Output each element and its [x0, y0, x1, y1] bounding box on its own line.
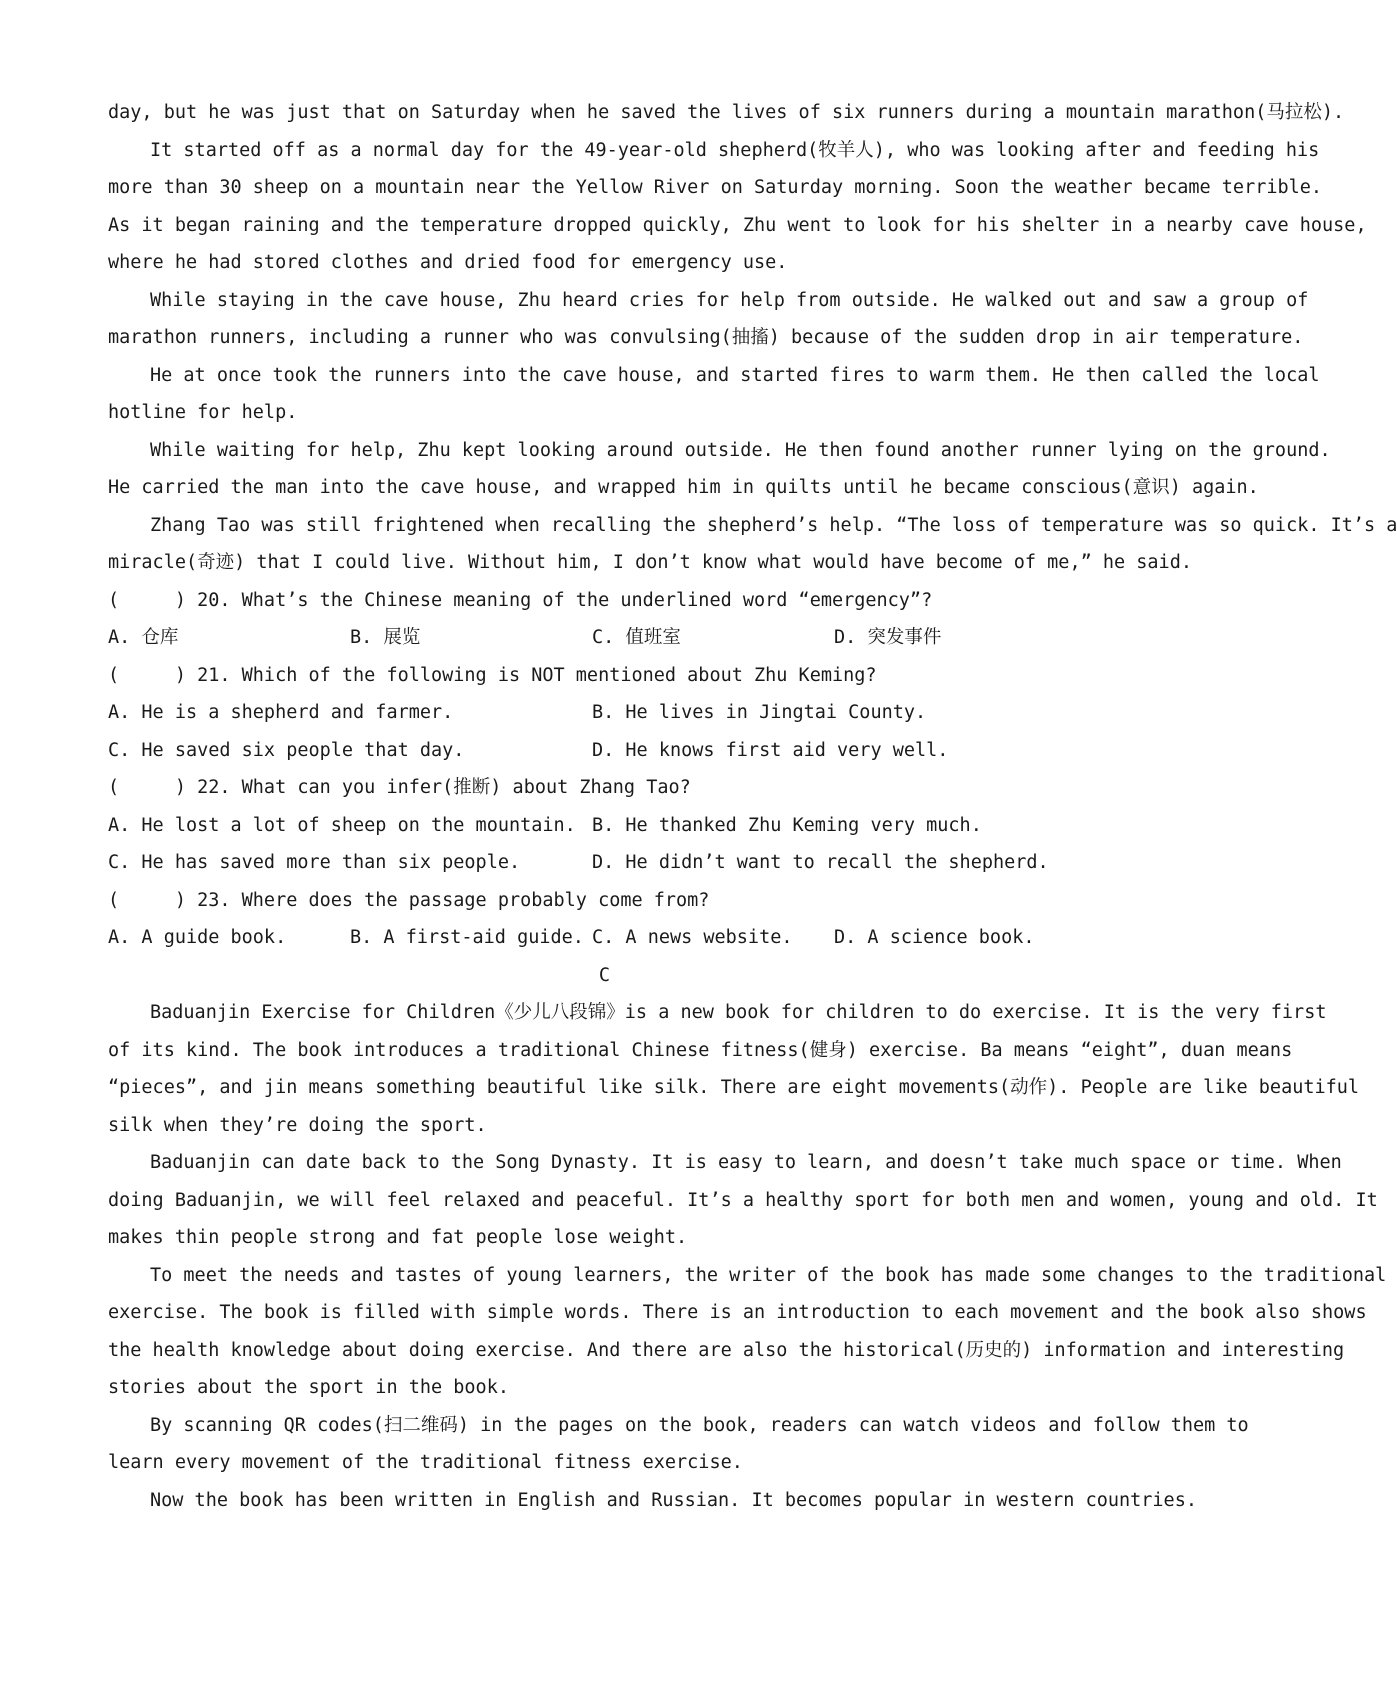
question-20 — [108, 582, 1191, 657]
passage-line: Baduanjin can date back to the Song Dynasty. It is easy to learn, and doesn’t take much space or time. When — [150, 1152, 1342, 1173]
question-stem: ( ) 20. What’s the Chinese meaning of the underlined word “emergency”? — [108, 589, 933, 611]
passage-line: To meet the needs and tastes of young learners, the writer of the book has made some changes to the traditional — [150, 1264, 1387, 1286]
answer-options — [108, 732, 1191, 770]
question-stem: ( ) 22. What can you infer(推断) about Zhang Tao? — [108, 777, 691, 798]
option-a: A. He is a shepherd and farmer. — [108, 702, 454, 723]
passage-line: Baduanjin Exercise for Children《少儿八段锦》is a new book for children to do exercise. It is the very first — [150, 1002, 1327, 1023]
question-22 — [108, 769, 1191, 882]
passage-line: exercise. The book is filled with simple words. There is an introduction to each movement and the book also shows — [108, 1302, 1367, 1323]
question-list — [108, 582, 1191, 957]
answer-options — [108, 619, 1191, 657]
option-d: D. He didn’t want to recall the shepherd. — [592, 852, 1049, 873]
passage-line: stories about the sport in the book. — [108, 1377, 509, 1398]
option-d: D. He knows first aid very well. — [592, 739, 949, 761]
document-page — [108, 94, 1397, 1519]
option-a: A. 仓库 — [108, 627, 179, 648]
passage-line: marathon runners, including a runner who was convulsing(抽搐) because of the sudden drop in air temperature. — [108, 327, 1304, 348]
passage-line: While waiting for help, Zhu kept looking around outside. He then found another runner lying on the ground. — [150, 439, 1331, 461]
passage-line: By scanning QR codes(扫二维码) in the pages on the book, readers can watch videos and follow them to — [150, 1414, 1249, 1436]
option-c: C. A news website. — [592, 927, 793, 948]
passage-line: hotline for help. — [108, 402, 298, 423]
question-stem: ( ) 21. Which of the following is NOT mentioned about Zhu Keming? — [108, 664, 877, 686]
passage-c — [108, 957, 1387, 1520]
option-c: C. He has saved more than six people. — [108, 852, 521, 873]
question-21 — [108, 657, 1191, 770]
passage-line: Now the book has been written in English and Russian. It becomes popular in western countries. — [150, 1489, 1197, 1511]
passage-line: While staying in the cave house, Zhu heard cries for help from outside. He walked out and saw a group of — [150, 289, 1309, 311]
answer-options — [108, 919, 1191, 957]
question-stem: ( ) 23. Where does the passage probably come from? — [108, 889, 710, 911]
option-b: B. He lives in Jingtai County. — [592, 702, 927, 723]
passage-line: As it began raining and the temperature dropped quickly, Zhu went to look for his shelter in a nearby cave house, — [108, 214, 1367, 236]
option-a: A. He lost a lot of sheep on the mountain. — [108, 814, 576, 836]
passage-line: day, but he was just that on Saturday when he saved the lives of six runners during a mountain marathon(马拉松). — [108, 102, 1345, 123]
option-b: B. He thanked Zhu Keming very much. — [592, 814, 982, 836]
passage-line: He carried the man into the cave house, and wrapped him in quilts until he became conscious(意识) again. — [108, 477, 1259, 498]
passage-line: miracle(奇迹) that I could live. Without him, I don’t know what would have become of me,” he said. — [108, 552, 1192, 573]
passage-line: learn every movement of the traditional fitness exercise. — [108, 1452, 743, 1473]
question-23 — [108, 882, 1191, 957]
section-heading: C — [598, 964, 611, 986]
answer-options — [108, 694, 1191, 732]
option-d: D. A science book. — [834, 927, 1035, 948]
option-c: C. 值班室 — [592, 627, 681, 648]
option-c: C. He saved six people that day. — [108, 739, 465, 761]
passage-line: where he had stored clothes and dried food for emergency use. — [108, 252, 788, 273]
passage-b — [108, 94, 1397, 582]
option-a: A. A guide book. — [108, 927, 287, 948]
answer-options — [108, 844, 1191, 882]
passage-line: Zhang Tao was still frightened when recalling the shepherd’s help. “The loss of temperature was so quick. It’s a — [150, 514, 1397, 536]
passage-line: makes thin people strong and fat people lose weight. — [108, 1227, 688, 1248]
passage-line: “pieces”, and jin means something beautiful like silk. There are eight movements(动作). People are like beautiful — [108, 1077, 1360, 1098]
option-b: B. 展览 — [350, 627, 421, 648]
passage-line: the health knowledge about doing exercise. And there are also the historical(历史的) information and interesting — [108, 1339, 1345, 1361]
passage-line: silk when they’re doing the sport. — [108, 1114, 487, 1136]
option-d: D. 突发事件 — [834, 627, 942, 648]
passage-line: It started off as a normal day for the 49-year-old shepherd(牧羊人), who was looking after and feeding his — [150, 139, 1320, 161]
option-b: B. A first-aid guide. — [350, 927, 584, 948]
passage-line: He at once took the runners into the cave house, and started fires to warm them. He then called the local — [150, 364, 1320, 386]
answer-options — [108, 807, 1191, 845]
passage-line: of its kind. The book introduces a traditional Chinese fitness(健身) exercise. Ba means “eight”, duan means — [108, 1039, 1293, 1061]
passage-line: doing Baduanjin, we will feel relaxed and peaceful. It’s a healthy sport for both men and women, young and old. It — [108, 1189, 1378, 1211]
passage-line: more than 30 sheep on a mountain near the Yellow River on Saturday morning. Soon the weather became terrible. — [108, 177, 1323, 198]
